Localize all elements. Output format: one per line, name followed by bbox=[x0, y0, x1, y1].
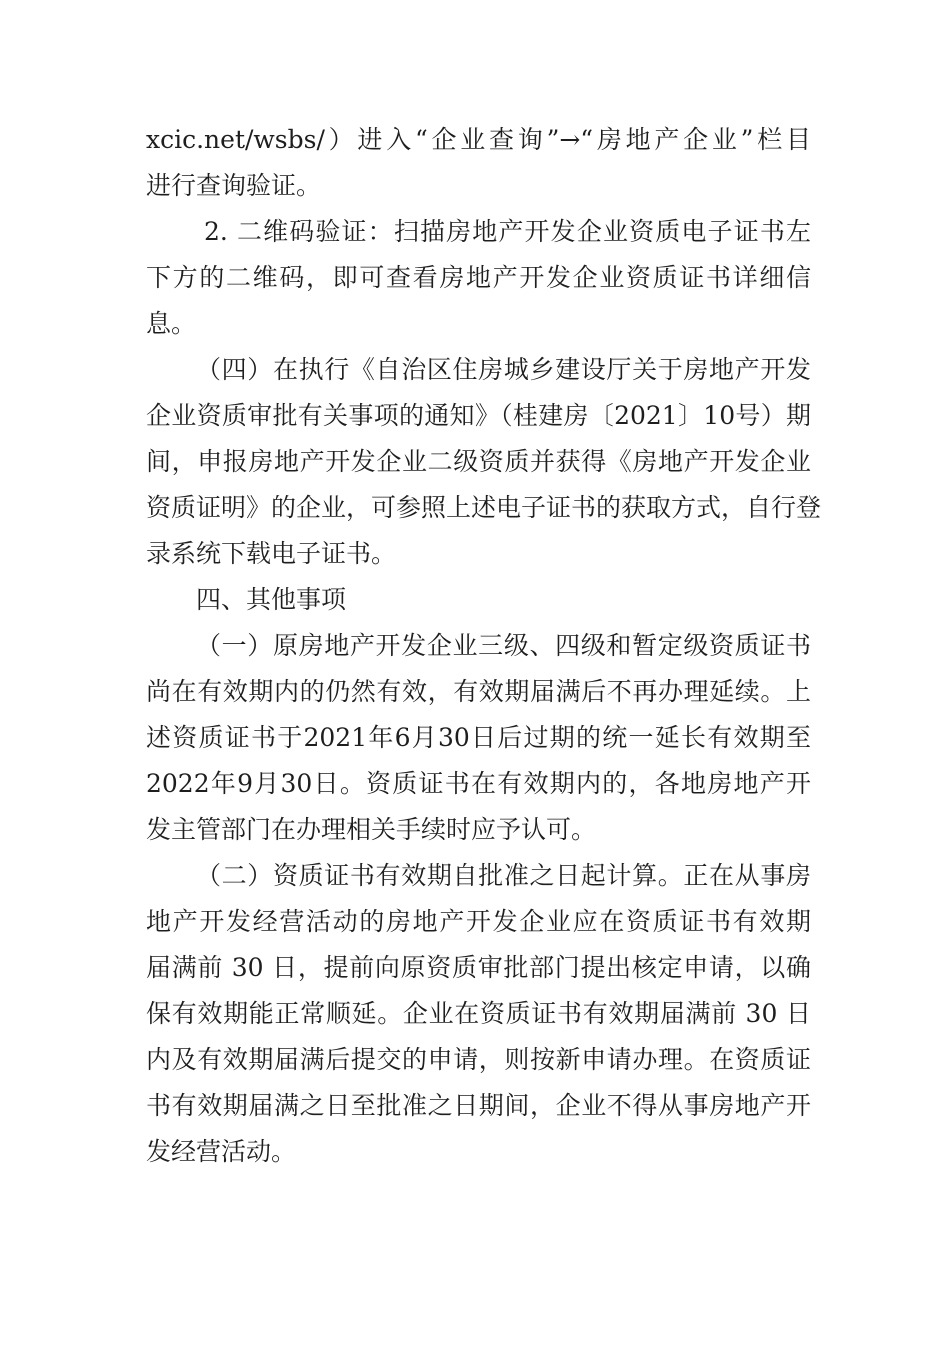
paragraph-line: 书有效期届满之日至批准之日期间，企业不得从事房地产开 bbox=[146, 1091, 811, 1120]
paragraph-line: 间，申报房地产开发企业二级资质并获得《房地产开发企业 bbox=[146, 447, 811, 476]
paragraph-line: 届满前 30 日，提前向原资质审批部门提出核定申请，以确 bbox=[146, 953, 811, 982]
paragraph-line: 述资质证书于2021年6月30日后过期的统一延长有效期至 bbox=[146, 723, 811, 752]
paragraph-line: （一）原房地产开发企业三级、四级和暂定级资质证书 bbox=[196, 631, 811, 660]
paragraph-line: 保有效期能正常顺延。企业在资质证书有效期届满前 30 日 bbox=[146, 999, 811, 1028]
paragraph-line: 内及有效期届满后提交的申请，则按新申请办理。在资质证 bbox=[146, 1045, 811, 1074]
paragraph-line: 尚在有效期内的仍然有效，有效期届满后不再办理延续。上 bbox=[146, 677, 811, 706]
paragraph-line: xcic.net/wsbs/）进入“企业查询”→“房地产企业”栏目 bbox=[146, 125, 811, 154]
paragraph-line: 地产开发经营活动的房地产开发企业应在资质证书有效期 bbox=[146, 907, 811, 936]
paragraph-line: 企业资质审批有关事项的通知》（桂建房〔2021〕10号）期 bbox=[146, 401, 811, 430]
paragraph-line: （二）资质证书有效期自批准之日起计算。正在从事房 bbox=[196, 861, 811, 890]
paragraph-line: （四）在执行《自治区住房城乡建设厅关于房地产开发 bbox=[196, 355, 811, 384]
paragraph-line: 息。 bbox=[146, 309, 197, 338]
section-heading: 四、其他事项 bbox=[196, 585, 347, 614]
list-item-qr-verification: 2. 二维码验证：扫描房地产开发企业资质电子证书左 bbox=[204, 217, 811, 246]
paragraph-line: 2022年9月30日。资质证书在有效期内的，各地房地产开 bbox=[146, 769, 811, 798]
paragraph-line: 进行查询验证。 bbox=[146, 171, 322, 200]
paragraph-line: 发主管部门在办理相关手续时应予认可。 bbox=[146, 815, 597, 844]
paragraph-line: 下方的二维码，即可查看房地产开发企业资质证书详细信 bbox=[146, 263, 811, 292]
paragraph-line: 资质证明》的企业，可参照上述电子证书的获取方式，自行登 bbox=[146, 493, 822, 522]
paragraph-line: 发经营活动。 bbox=[146, 1137, 297, 1166]
paragraph-line: 录系统下载电子证书。 bbox=[146, 539, 397, 568]
